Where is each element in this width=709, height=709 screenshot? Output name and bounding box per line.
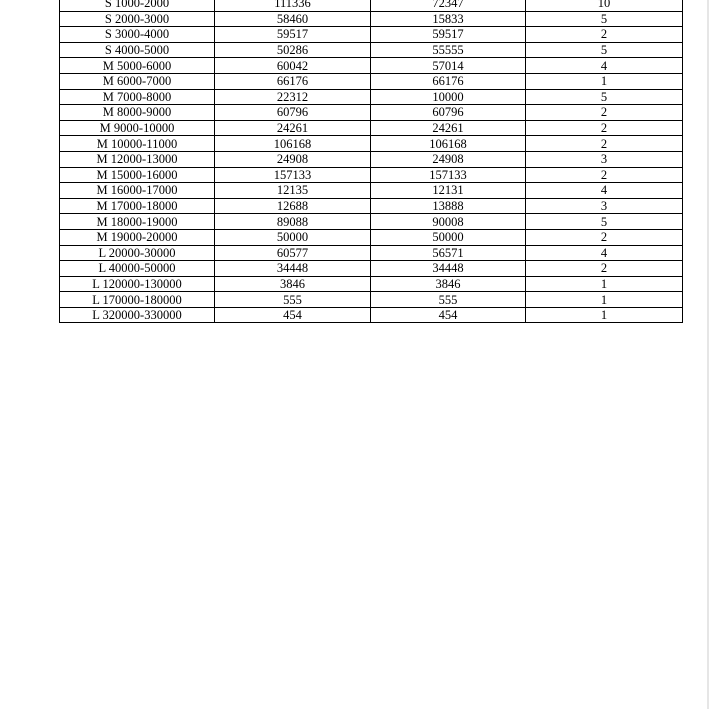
value-cell-b: 72347 bbox=[371, 0, 526, 11]
range-cell: M 19000-20000 bbox=[60, 229, 215, 245]
table-row bbox=[60, 245, 683, 261]
value-cell-a: 34448 bbox=[215, 261, 371, 277]
value-cell-b: 59517 bbox=[371, 27, 526, 43]
value-cell-b: 56571 bbox=[371, 245, 526, 261]
count-cell: 2 bbox=[526, 136, 683, 152]
count-cell: 3 bbox=[526, 198, 683, 214]
value-cell-a: 59517 bbox=[215, 27, 371, 43]
table-row bbox=[60, 307, 683, 323]
value-cell-b: 106168 bbox=[371, 136, 526, 152]
range-cell: M 8000-9000 bbox=[60, 105, 215, 121]
range-cell: L 20000-30000 bbox=[60, 245, 215, 261]
count-cell: 2 bbox=[526, 229, 683, 245]
value-cell-b: 66176 bbox=[371, 73, 526, 89]
value-cell-b: 34448 bbox=[371, 261, 526, 277]
count-cell: 10 bbox=[526, 0, 683, 11]
value-cell-a: 50000 bbox=[215, 229, 371, 245]
range-cell: S 3000-4000 bbox=[60, 27, 215, 43]
value-cell-a: 58460 bbox=[215, 11, 371, 27]
table-row bbox=[60, 120, 683, 136]
range-cell: M 7000-8000 bbox=[60, 89, 215, 105]
table-row bbox=[60, 229, 683, 245]
value-cell-b: 12131 bbox=[371, 183, 526, 199]
range-cell: M 6000-7000 bbox=[60, 73, 215, 89]
value-cell-a: 111336 bbox=[215, 0, 371, 11]
count-cell: 5 bbox=[526, 11, 683, 27]
value-cell-b: 60796 bbox=[371, 105, 526, 121]
value-cell-b: 15833 bbox=[371, 11, 526, 27]
value-cell-b: 90008 bbox=[371, 214, 526, 230]
range-cell: M 9000-10000 bbox=[60, 120, 215, 136]
value-cell-b: 57014 bbox=[371, 58, 526, 74]
table-row bbox=[60, 198, 683, 214]
value-cell-b: 24261 bbox=[371, 120, 526, 136]
count-cell: 1 bbox=[526, 73, 683, 89]
value-cell-a: 12135 bbox=[215, 183, 371, 199]
table-row bbox=[60, 0, 683, 11]
table-row bbox=[60, 151, 683, 167]
range-cell: M 15000-16000 bbox=[60, 167, 215, 183]
range-cell: L 170000-180000 bbox=[60, 292, 215, 308]
value-cell-b: 157133 bbox=[371, 167, 526, 183]
table-body bbox=[60, 0, 683, 323]
range-cell: L 320000-330000 bbox=[60, 307, 215, 323]
count-cell: 1 bbox=[526, 276, 683, 292]
value-cell-a: 89088 bbox=[215, 214, 371, 230]
value-cell-a: 24261 bbox=[215, 120, 371, 136]
value-cell-a: 66176 bbox=[215, 73, 371, 89]
value-cell-b: 24908 bbox=[371, 151, 526, 167]
range-cell: M 12000-13000 bbox=[60, 151, 215, 167]
range-cell: M 18000-19000 bbox=[60, 214, 215, 230]
range-cell: M 16000-17000 bbox=[60, 183, 215, 199]
value-cell-a: 555 bbox=[215, 292, 371, 308]
range-cell: S 1000-2000 bbox=[60, 0, 215, 11]
value-cell-a: 157133 bbox=[215, 167, 371, 183]
count-cell: 4 bbox=[526, 245, 683, 261]
range-cell: S 4000-5000 bbox=[60, 42, 215, 58]
value-cell-b: 55555 bbox=[371, 42, 526, 58]
table-row bbox=[60, 105, 683, 121]
value-cell-a: 50286 bbox=[215, 42, 371, 58]
value-cell-a: 106168 bbox=[215, 136, 371, 152]
count-cell: 5 bbox=[526, 42, 683, 58]
count-cell: 2 bbox=[526, 167, 683, 183]
count-cell: 1 bbox=[526, 307, 683, 323]
table-row bbox=[60, 214, 683, 230]
table-row bbox=[60, 58, 683, 74]
table-row bbox=[60, 276, 683, 292]
range-cell: M 5000-6000 bbox=[60, 58, 215, 74]
count-cell: 5 bbox=[526, 89, 683, 105]
value-cell-a: 60577 bbox=[215, 245, 371, 261]
count-cell: 4 bbox=[526, 183, 683, 199]
table-row bbox=[60, 11, 683, 27]
count-cell: 2 bbox=[526, 261, 683, 277]
count-cell: 5 bbox=[526, 214, 683, 230]
range-cell: S 2000-3000 bbox=[60, 11, 215, 27]
value-cell-b: 10000 bbox=[371, 89, 526, 105]
value-cell-a: 454 bbox=[215, 307, 371, 323]
table-row bbox=[60, 27, 683, 43]
value-cell-b: 3846 bbox=[371, 276, 526, 292]
table-row bbox=[60, 167, 683, 183]
table-row bbox=[60, 89, 683, 105]
count-cell: 2 bbox=[526, 105, 683, 121]
table-row bbox=[60, 261, 683, 277]
value-cell-a: 24908 bbox=[215, 151, 371, 167]
range-cell: M 10000-11000 bbox=[60, 136, 215, 152]
value-cell-a: 22312 bbox=[215, 89, 371, 105]
value-cell-b: 13888 bbox=[371, 198, 526, 214]
data-table bbox=[59, 0, 683, 323]
count-cell: 3 bbox=[526, 151, 683, 167]
range-cell: M 17000-18000 bbox=[60, 198, 215, 214]
value-cell-a: 60796 bbox=[215, 105, 371, 121]
table-row bbox=[60, 183, 683, 199]
table-row bbox=[60, 42, 683, 58]
value-cell-b: 454 bbox=[371, 307, 526, 323]
value-cell-a: 60042 bbox=[215, 58, 371, 74]
count-cell: 2 bbox=[526, 120, 683, 136]
value-cell-a: 3846 bbox=[215, 276, 371, 292]
range-cell: L 40000-50000 bbox=[60, 261, 215, 277]
count-cell: 1 bbox=[526, 292, 683, 308]
count-cell: 2 bbox=[526, 27, 683, 43]
table-row bbox=[60, 73, 683, 89]
count-cell: 4 bbox=[526, 58, 683, 74]
value-cell-a: 12688 bbox=[215, 198, 371, 214]
range-cell: L 120000-130000 bbox=[60, 276, 215, 292]
table-row bbox=[60, 292, 683, 308]
table-row bbox=[60, 136, 683, 152]
value-cell-b: 555 bbox=[371, 292, 526, 308]
value-cell-b: 50000 bbox=[371, 229, 526, 245]
